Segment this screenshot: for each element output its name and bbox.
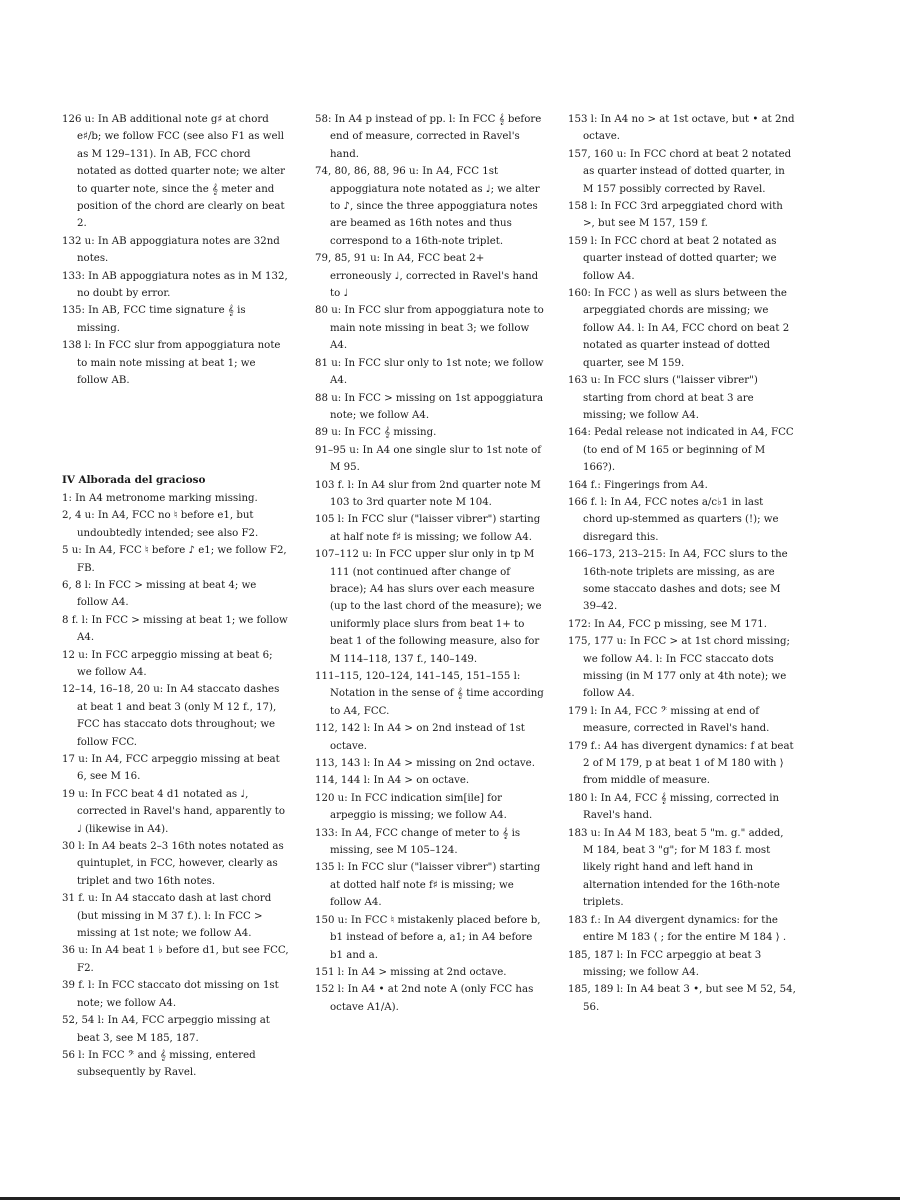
report-entry: 112, 142 l: In A4 > on 2nd instead of 1st octave. — [315, 723, 525, 752]
report-entry: 180 l: In A4, FCC 𝄞 missing, corrected in Ravel's hand. — [568, 792, 780, 822]
report-entry: 159 l: In FCC chord at beat 2 notated as quarter instead of dotted quarter; we follow A4. — [568, 235, 777, 282]
report-entry: 5 u: In A4, FCC ♮ before ♪ e1; we follow F2, FB. — [62, 545, 287, 574]
report-entry: 185, 187 l: In FCC arpeggio at beat 3 missing; we follow A4. — [568, 949, 762, 978]
report-entry: 19 u: In FCC beat 4 d1 notated as ♩, corrected in Ravel's hand, apparently to ♩ (likewise in A4). — [62, 788, 285, 835]
report-entry: 179 l: In A4, FCC 𝄢 missing at end of measure, corrected in Ravel's hand. — [568, 705, 770, 735]
report-entry: 126 u: In AB additional note g♯ at chord e♯/b; we follow FCC (see also F1 as well as M 129–131). In AB, FCC chord notated as dotted quarter note; we alter to quarter note, since the 𝄞 meter and position of the chord are clearly on beat 2. — [62, 114, 285, 230]
report-entry: 88 u: In FCC > missing on 1st appoggiatura note; we follow A4. — [315, 392, 544, 421]
column-left — [62, 111, 290, 1082]
report-entry: 111–115, 120–124, 141–145, 151–155 l: Notation in the sense of 𝄞 time according to A4, FCC. — [315, 671, 544, 717]
report-entry: 103 f. l: In A4 slur from 2nd quarter note M 103 to 3rd quarter note M 104. — [315, 479, 541, 508]
report-entry: 105 l: In FCC slur ("laisser vibrer") starting at half note f♯ is missing; we follow A4. — [315, 514, 541, 543]
report-entry: 138 l: In FCC slur from appoggiatura note to main note missing at beat 1; we follow AB. — [62, 340, 281, 387]
report-entry: 152 l: In A4 • at 2nd note A (only FCC has octave A1/A). — [315, 984, 534, 1013]
report-entry: 12 u: In FCC arpeggio missing at beat 6; we follow A4. — [62, 649, 273, 678]
report-entry: 183 u: In A4 M 183, beat 5 "m. g." added, M 184, beat 3 "g"; for M 183 f. most likely right hand and left hand in alternation intended for the 16th-note triplets. — [568, 827, 784, 909]
report-entry: 74, 80, 86, 88, 96 u: In A4, FCC 1st appoggiatura note notated as ♩; we alter to ♪, since the three appoggiatura notes are beamed as 16th notes and thus correspond to a 16th-note triplet. — [315, 166, 540, 247]
report-entry: 172: In A4, FCC p missing, see M 171. — [568, 618, 767, 630]
column-right — [568, 111, 796, 1016]
report-entry: 175, 177 u: In FCC > at 1st chord missing; we follow A4. l: In FCC staccato dots missing (in M 177 only at 4th note); we follow A4. — [568, 636, 790, 700]
report-entry: 58: In A4 p instead of pp. l: In FCC 𝄞 before end of measure, corrected in Ravel's hand. — [315, 114, 542, 160]
report-entry: 31 f. u: In A4 staccato dash at last chord (but missing in M 37 f.). l: In FCC > missing at 1st note; we follow A4. — [62, 893, 272, 940]
report-entry: 107–112 u: In FCC upper slur only in tp M 111 (not continued after change of brace); A4 has slurs over each measure (up to the last chord of the measure); we uniformly place slurs from beat 1+ to beat 1 of the following measure, also for M 114–118, 137 f., 140–149. — [315, 549, 542, 665]
report-entry: 157, 160 u: In FCC chord at beat 2 notated as quarter instead of dotted quarter, in M 157 possibly corrected by Ravel. — [568, 148, 792, 195]
report-entry: 2, 4 u: In A4, FCC no ♮ before e1, but undoubtedly intended; see also F2. — [62, 510, 259, 539]
report-entry: 80 u: In FCC slur from appoggiatura note to main note missing in beat 3; we follow A4. — [315, 305, 544, 352]
column-middle — [315, 111, 545, 1016]
report-entry: 164: Pedal release not indicated in A4, FCC (to end of M 165 or beginning of M 166?). — [568, 427, 794, 474]
report-entry: 8 f. l: In FCC > missing at beat 1; we follow A4. — [62, 614, 288, 644]
report-entry: 151 l: In A4 > missing at 2nd octave. — [315, 966, 507, 978]
report-entry: 132 u: In AB appoggiatura notes are 32nd notes. — [62, 235, 280, 265]
report-entry: 113, 143 l: In A4 > missing on 2nd octave. — [315, 758, 535, 770]
report-entry: 153 l: In A4 no > at 1st octave, but • at 2nd octave. — [568, 114, 795, 143]
report-entry: 135: In AB, FCC time signature 𝄞 is missing. — [62, 305, 246, 334]
report-entry: 135 l: In FCC slur ("laisser vibrer") starting at dotted half note f♯ is missing; we follow A4. — [315, 862, 541, 909]
report-entry: 133: In AB appoggiatura notes as in M 132, no doubt by error. — [62, 270, 288, 300]
report-entry: 185, 189 l: In A4 beat 3 •, but see M 52, 54, 56. — [568, 984, 796, 1013]
report-entry: 56 l: In FCC 𝄢 and 𝄞 missing, entered subsequently by Ravel. — [62, 1049, 256, 1079]
report-entry: 89 u: In FCC 𝄞 missing. — [315, 427, 437, 439]
report-entry: 164 f.: Fingerings from A4. — [568, 479, 708, 491]
report-entry: 17 u: In A4, FCC arpeggio missing at beat 6, see M 16. — [62, 754, 280, 783]
report-entry: 183 f.: In A4 divergent dynamics: for the entire M 183 ⟨ ; for the entire M 184 ⟩ . — [568, 914, 787, 944]
report-entry: 36 u: In A4 beat 1 ♭ before d1, but see FCC, F2. — [62, 945, 289, 974]
report-entry: 39 f. l: In FCC staccato dot missing on 1st note; we follow A4. — [62, 980, 279, 1009]
report-entry: 120 u: In FCC indication sim[ile] for arpeggio is missing; we follow A4. — [315, 792, 507, 822]
section-heading: IV Alborada del gracioso — [62, 473, 206, 486]
report-entry: 1: In A4 metronome marking missing. — [62, 492, 258, 504]
report-entry: 91–95 u: In A4 one single slur to 1st note of M 95. — [315, 444, 542, 474]
report-entry: 81 u: In FCC slur only to 1st note; we follow A4. — [315, 357, 544, 387]
report-entry: 12–14, 16–18, 20 u: In A4 staccato dashes at beat 1 and beat 3 (only M 12 f., 17), FCC has staccato dots throughout; we follow FCC. — [62, 684, 280, 748]
report-entry: 30 l: In A4 beats 2–3 16th notes notated as quintuplet, in FCC, however, clearly as triplet and two 16th notes. — [62, 841, 284, 887]
report-entry: 166–173, 213–215: In A4, FCC slurs to the 16th-note triplets are missing, as are some staccato dashes and dots; see M 39–42. — [568, 549, 788, 613]
report-entry: 166 f. l: In A4, FCC notes a/c♭1 in last chord up-stemmed as quarters (!); we disregard this. — [568, 496, 779, 543]
report-entry: 163 u: In FCC slurs ("laisser vibrer") starting from chord at beat 3 are missing; we follow A4. — [568, 375, 758, 421]
report-entry: 158 l: In FCC 3rd arpeggiated chord with >, but see M 157, 159 f. — [568, 201, 783, 230]
report-entry: 179 f.: A4 has divergent dynamics: f at beat 2 of M 179, p at beat 1 of M 180 with ⟩ from middle of measure. — [568, 740, 794, 787]
report-entry: 6, 8 l: In FCC > missing at beat 4; we follow A4. — [62, 579, 257, 609]
report-entry: 150 u: In FCC ♮ mistakenly placed before b, b1 instead of before a, a1; in A4 before b1 and a. — [315, 914, 541, 961]
report-entry: 79, 85, 91 u: In A4, FCC beat 2+ erroneously ♩, corrected in Ravel's hand to ♩ — [315, 253, 539, 300]
report-entry: 133: In A4, FCC change of meter to 𝄞 is missing, see M 105–124. — [315, 827, 521, 857]
report-entry: 160: In FCC ⟩ as well as slurs between the arpeggiated chords are missing; we follow A4. l: In A4, FCC chord on beat 2 notated as quarter instead of dotted quarter, see M 159. — [568, 288, 790, 369]
report-entry: 114, 144 l: In A4 > on octave. — [315, 775, 470, 787]
report-entry: 52, 54 l: In A4, FCC arpeggio missing at beat 3, see M 185, 187. — [62, 1015, 270, 1044]
